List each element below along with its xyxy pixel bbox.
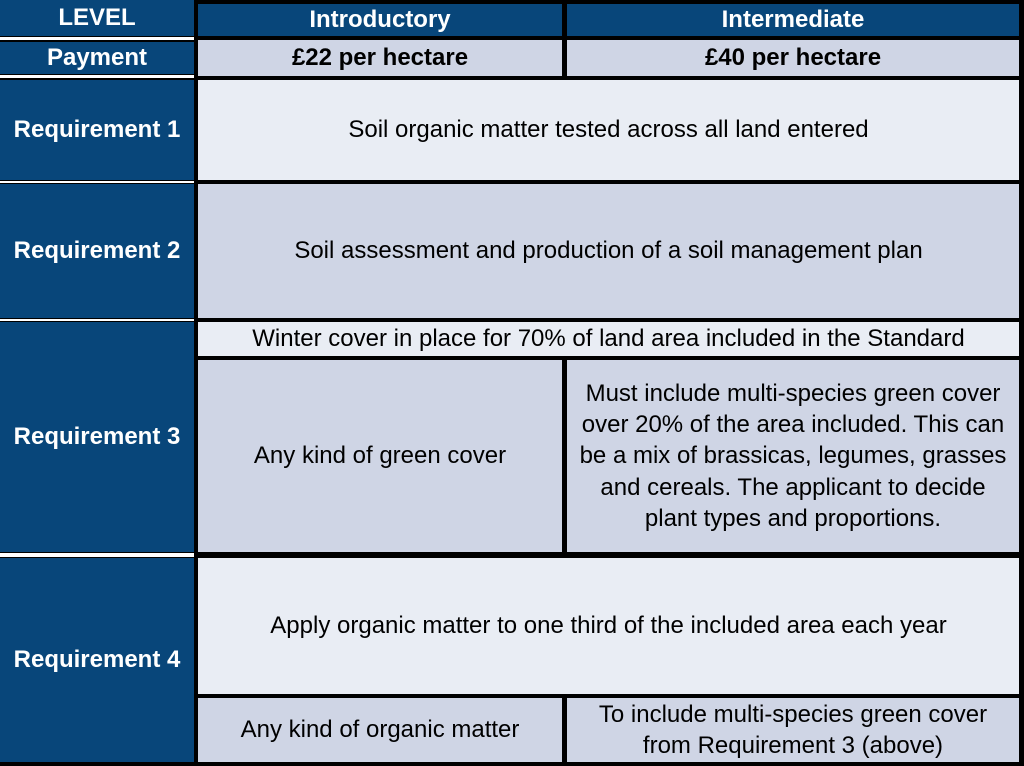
requirement-2-text: Soil assessment and production of a soil management plan	[198, 184, 1019, 318]
payment-introductory: £22 per hectare	[198, 40, 562, 76]
requirement-1-text: Soil organic matter tested across all land entered	[198, 80, 1019, 180]
header-introductory: Introductory	[198, 4, 562, 36]
payment-label: Payment	[0, 42, 194, 74]
divider-line	[0, 75, 194, 78]
requirement-3-intermediate: Must include multi-species green cover over 20% of the area included. This can be a mix of brassicas, legumes, grasses and cereals. The applicant to decide plant types and proportions.	[567, 360, 1019, 552]
requirement-4-introductory: Any kind of organic matter	[198, 698, 562, 762]
requirement-2-label: Requirement 2	[0, 184, 194, 318]
divider-line	[0, 37, 194, 40]
requirement-4-intermediate: To include multi-species green cover from Requirement 3 (above)	[567, 698, 1019, 762]
payment-intermediate: £40 per hectare	[567, 40, 1019, 76]
requirement-3-introductory: Any kind of green cover	[198, 360, 562, 552]
header-level: LEVEL	[0, 0, 194, 36]
requirement-4-shared: Apply organic matter to one third of the included area each year	[198, 558, 1019, 694]
requirement-3-label: Requirement 3	[0, 322, 194, 552]
requirement-1-label: Requirement 1	[0, 80, 194, 180]
requirement-3-shared: Winter cover in place for 70% of land area included in the Standard	[198, 322, 1019, 356]
header-intermediate: Intermediate	[567, 4, 1019, 36]
divider-line	[0, 181, 194, 183]
divider-line	[0, 319, 194, 321]
divider-line	[194, 0, 198, 766]
divider-line	[0, 553, 194, 557]
requirement-4-label: Requirement 4	[0, 558, 194, 762]
